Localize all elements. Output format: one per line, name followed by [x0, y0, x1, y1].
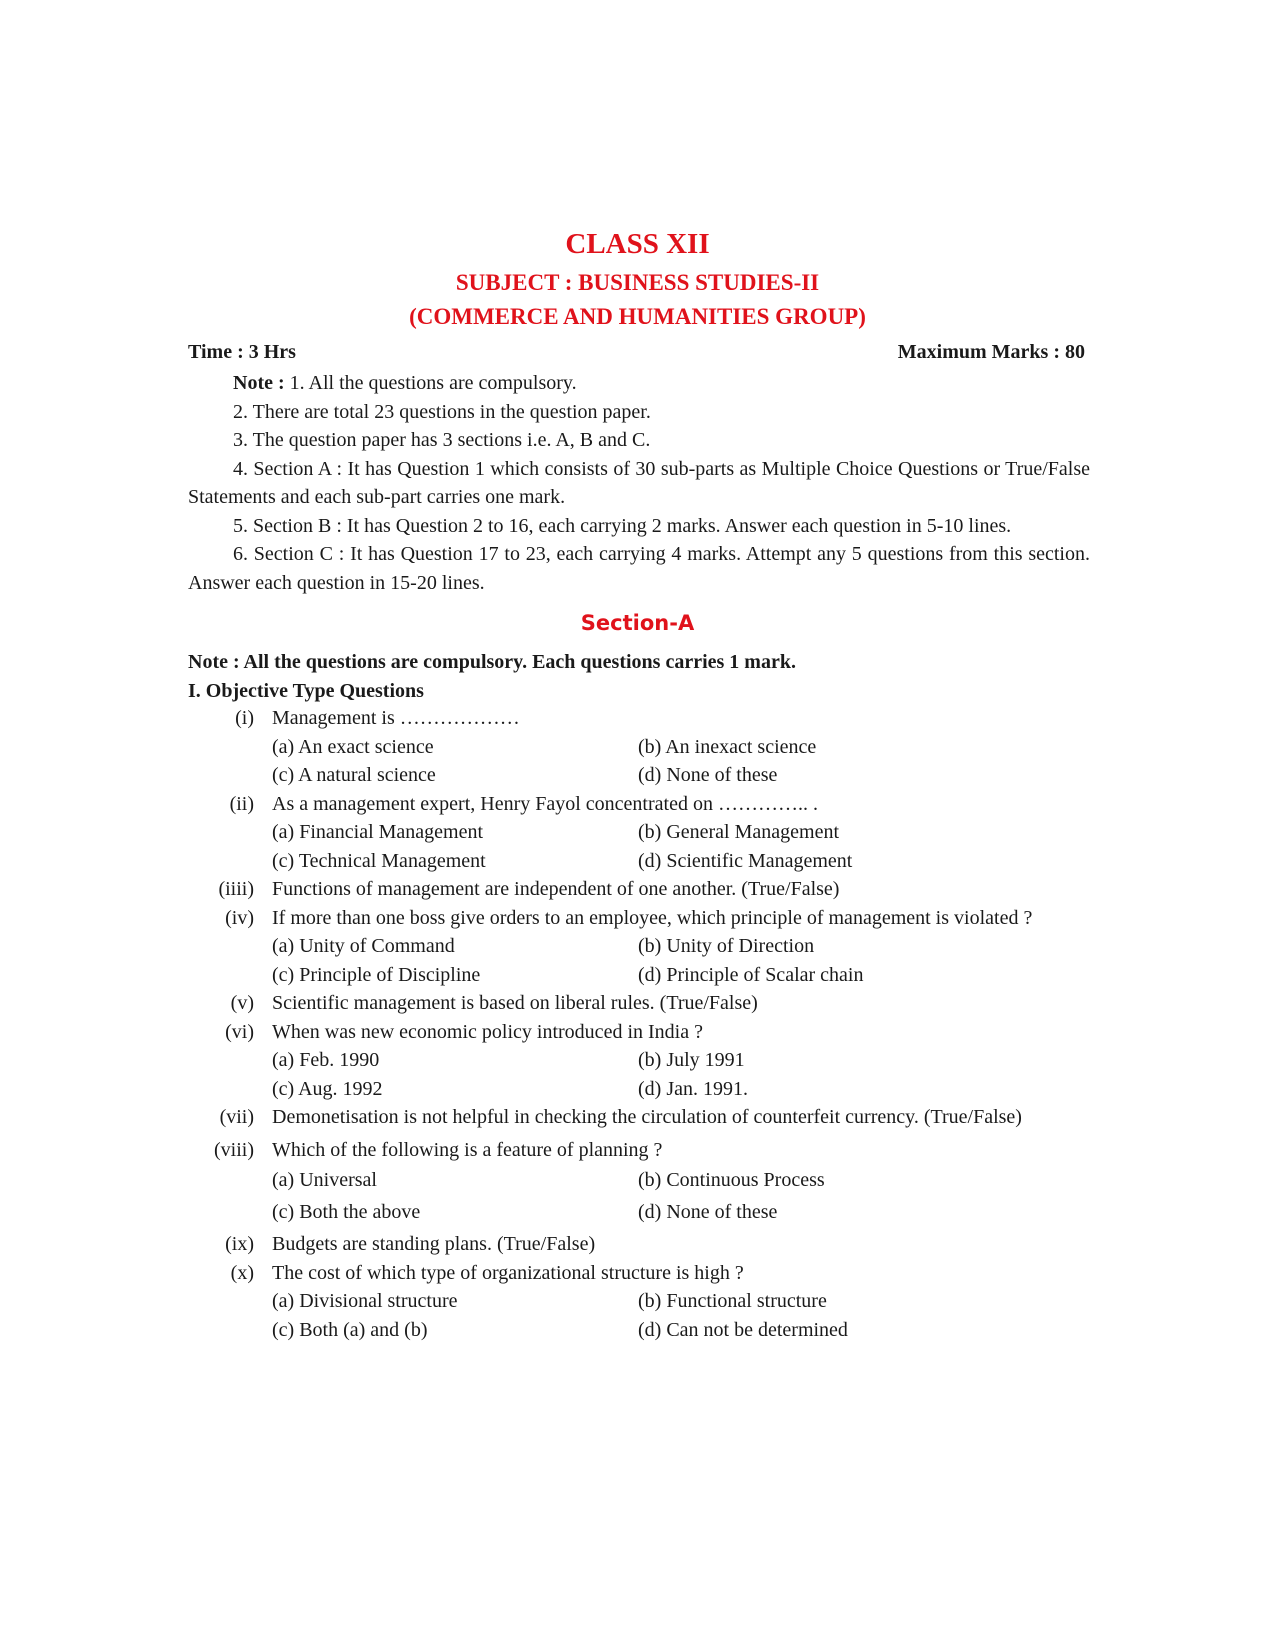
question: (v) Scientific management is based on liberal rules. (True/False) [230, 992, 758, 1014]
question: (ix) Budgets are standing plans. (True/False) [225, 1233, 596, 1255]
note-item-1: Note : 1. All the questions are compulsory. [233, 372, 577, 394]
options: (a) An exact science (b) An inexact science (c) A natural science (d) None of these [272, 735, 817, 786]
question: (vi) When was new economic policy introduced in India ? [225, 1020, 703, 1043]
note-label: Note : [233, 372, 285, 394]
section-a-note: Note : All the questions are compulsory. Each questions carries 1 mark. [188, 651, 796, 673]
options: (a) Unity of Command (b) Unity of Direction (c) Principle of Discipline (d) Principle of Scalar chain [272, 935, 864, 986]
question: (ii) As a management expert, Henry Fayol concentrated on ………….. . [229, 792, 818, 815]
note-item-5: 5. Section B : It has Question 2 to 16, each carrying 2 marks. Answer each question in 5-10 lines. [233, 514, 1012, 537]
question: (x) The cost of which type of organizational structure is high ? [230, 1261, 744, 1284]
objective-questions-heading: I. Objective Type Questions [188, 680, 424, 702]
question-list [188, 704, 1090, 1344]
question: (viii) Which of the following is a feature of planning ? [214, 1138, 663, 1161]
question: (vii) Demonetisation is not helpful in checking the circulation of counterfeit currency. (True/False) [219, 1106, 1022, 1128]
options: (a) Financial Management (b) General Management (c) Technical Management (d) Scientific Management [272, 821, 853, 872]
time-label: Time : 3 Hrs [188, 341, 296, 363]
question: (i) Management is ……………… [235, 707, 520, 729]
class-title: CLASS XII [565, 228, 710, 260]
subject-title: SUBJECT : BUSINESS STUDIES-II [455, 270, 820, 295]
note-item-4: 4. Section A : It has Question 1 which consists of 30 sub-parts as Multiple Choice Questions or True/False Statements and each sub-part carries one mark. [188, 457, 1090, 508]
note-item-3: 3. The question paper has 3 sections i.e. A, B and C. [233, 429, 651, 451]
note-item-6: 6. Section C : It has Question 17 to 23, each carrying 4 marks. Attempt any 5 questions from this section. Answer each question in 15-20 lines. [188, 543, 1090, 594]
options: (a) Universal (b) Continuous Process (c) Both the above (d) None of these [272, 1169, 825, 1223]
question: (iv) If more than one boss give orders to an employee, which principle of management is violated ? [225, 906, 1033, 929]
max-marks-label: Maximum Marks : 80 [897, 341, 1085, 363]
note-item-2: 2. There are total 23 questions in the question paper. [233, 400, 651, 423]
section-a-heading: Section-A [580, 611, 695, 635]
group-title: (COMMERCE AND HUMANITIES GROUP) [409, 304, 866, 329]
options: (a) Divisional structure (b) Functional structure (c) Both (a) and (b) (d) Can not be determined [272, 1290, 848, 1341]
options: (a) Feb. 1990 (b) July 1991 (c) Aug. 1992 (d) Jan. 1991. [272, 1049, 748, 1100]
instructions [188, 369, 1090, 597]
question: (iiii) Functions of management are independent of one another. (True/False) [218, 878, 840, 900]
